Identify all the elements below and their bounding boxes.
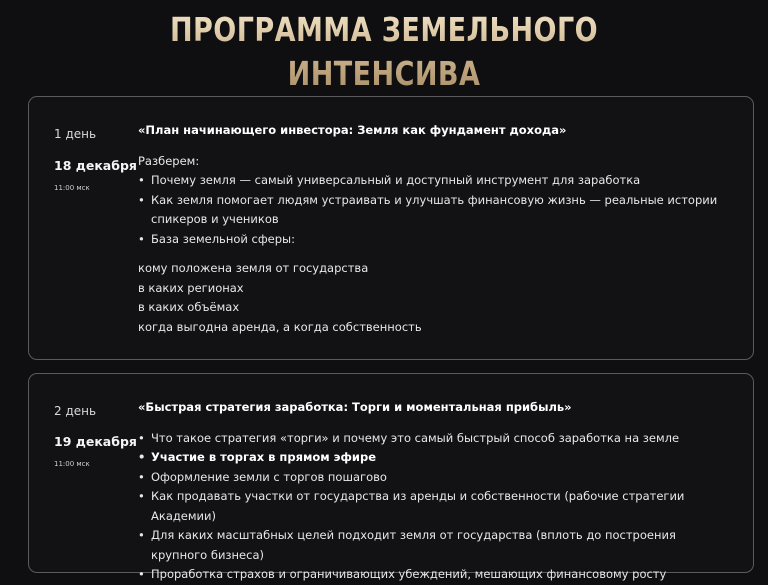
topic-item: • База земельной сферы: [138,230,733,250]
topic-item: • Оформление земли с торгов пошагово [138,468,733,488]
intro-text: Разберем: [138,153,200,168]
day-number: 2 день [54,404,97,418]
day-time: 11:00 мск [54,460,90,468]
day-number: 1 день [54,127,97,141]
subtopic-item: в каких объёмах [138,300,240,314]
subtopic-list [138,259,733,337]
topic-item: • Для каких масштабных целей подходит земля от государства (вплоть до построения крупного бизнеса) [138,526,733,565]
day-time: 11:00 мск [54,184,90,192]
day-date: 19 декабря [54,434,137,449]
subtopic-item: когда выгодна аренда, а когда собственность [138,319,422,334]
day-date: 18 декабря [54,158,137,173]
topic-item: • Как земля помогает людям устраивать и улучшать финансовую жизнь — реальные истории спикеров и учеников [138,191,733,230]
topic-item: • Проработка страхов и ограничивающих убеждений, мешающих финансовому росту [138,565,733,585]
topic-list [138,171,733,249]
page-title: ПРОГРАММА ЗЕМЕЛЬНОГО ИНТЕНСИВА [69,8,699,96]
day-content [138,398,733,585]
topic-item: • Что такое стратегия «торги» и почему это самый быстрый способ заработка на земле [138,429,733,449]
subtopic-item: в каких регионах [138,280,244,295]
program-day-card-1 [28,96,754,360]
session-title: «План начинающего инвестора: Земля как фундамент дохода» [138,123,567,137]
topic-item: • Почему земля — самый универсальный и доступный инструмент для заработка [138,171,733,191]
session-title: «Быстрая стратегия заработка: Торги и моментальная прибыль» [138,400,572,414]
day-content [138,121,733,337]
subtopic-item: кому положена земля от государства [138,261,369,275]
topic-item: • Как продавать участки от государства из аренды и собственности (рабочие стратегии Академии) [138,487,733,526]
topic-list [138,429,733,585]
program-day-card-2 [28,373,754,581]
topic-item-highlight: • Участие в торгах в прямом эфире [138,448,733,468]
